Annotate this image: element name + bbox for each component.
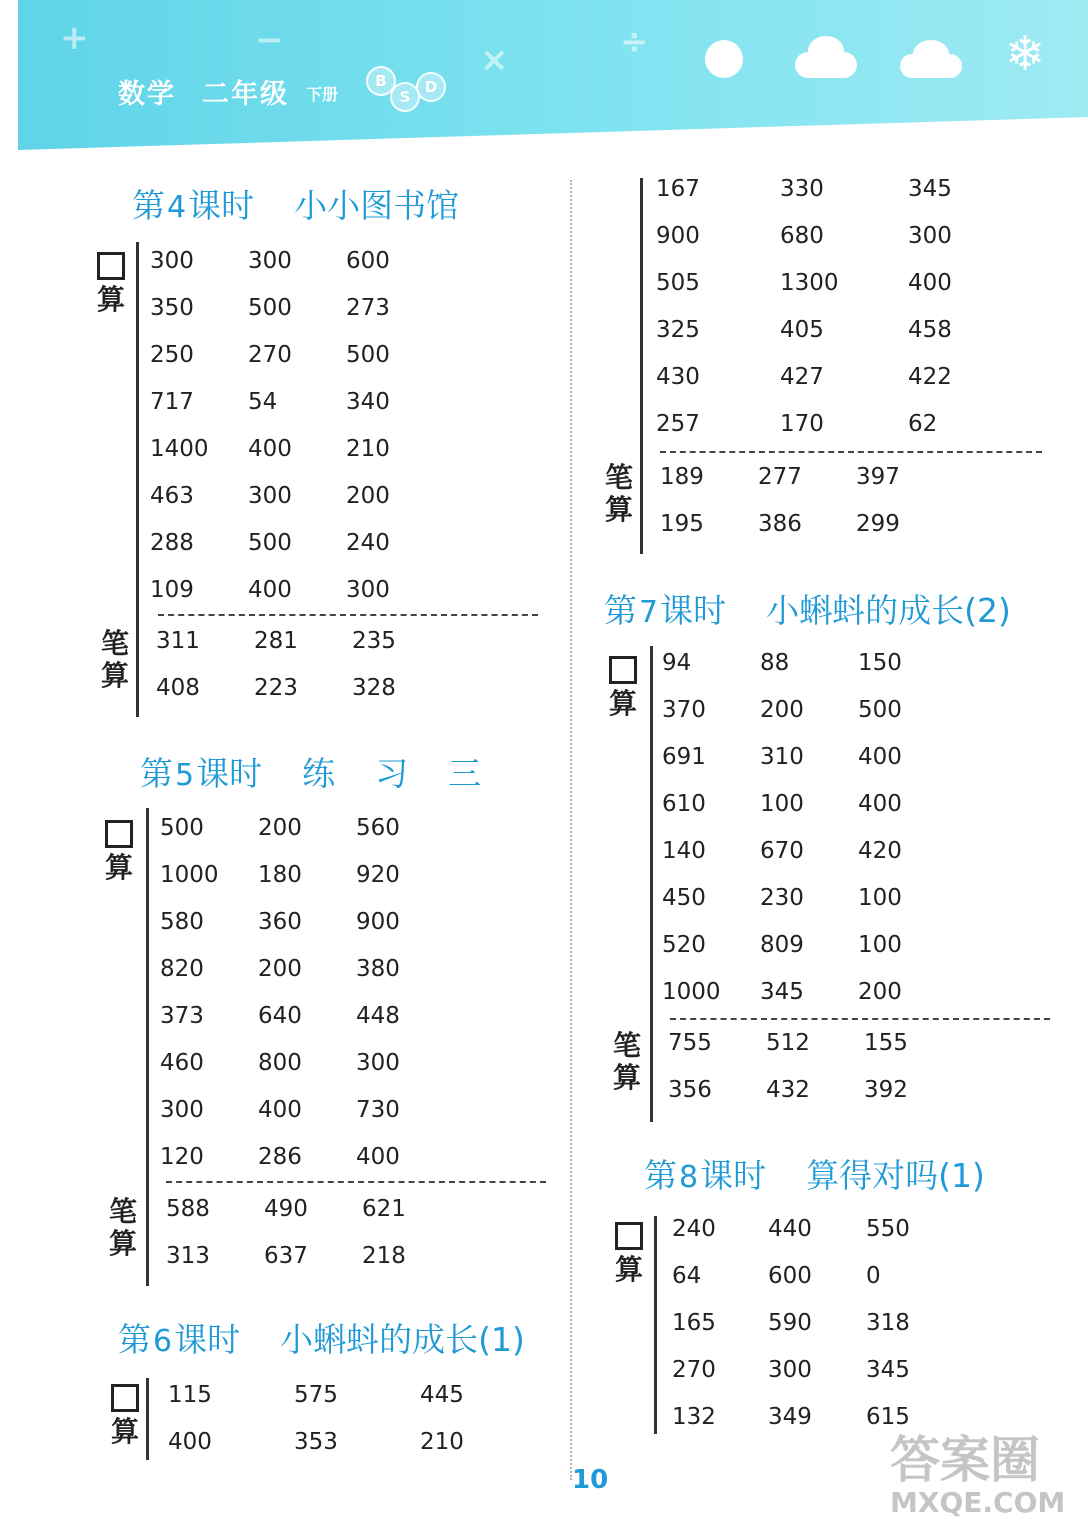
answer-value: 405 xyxy=(780,317,824,343)
answer-value: 310 xyxy=(760,744,804,770)
answer-value: 373 xyxy=(160,1003,204,1029)
answer-value: 400 xyxy=(908,270,952,296)
answer-value: 500 xyxy=(160,815,204,841)
answer-value: 356 xyxy=(668,1077,712,1103)
written-label: 笔算 xyxy=(604,461,633,526)
minus-deco-icon: − xyxy=(255,20,284,60)
answer-value: 286 xyxy=(258,1144,302,1170)
answer-value: 637 xyxy=(264,1243,308,1269)
answer-value: 670 xyxy=(760,838,804,864)
lesson-7-heading: 第7课时 小蝌蚪的成长(2) xyxy=(604,591,1011,630)
lesson-6-heading: 第6课时 小蝌蚪的成长(1) xyxy=(118,1320,525,1359)
subject-label: 数学 xyxy=(118,79,176,110)
answer-value: 235 xyxy=(352,628,396,654)
sun-icon xyxy=(705,40,743,78)
answer-value: 94 xyxy=(662,650,692,676)
answer-value: 345 xyxy=(760,979,804,1005)
lesson-5-heading: 第5课时 练习三 xyxy=(140,754,522,793)
answer-value: 200 xyxy=(258,815,302,841)
answer-value: 1300 xyxy=(780,270,839,296)
answer-value: 328 xyxy=(352,675,396,701)
answer-value: 386 xyxy=(758,511,802,537)
answer-value: 691 xyxy=(662,744,706,770)
answer-value: 392 xyxy=(864,1077,908,1103)
oral-label: 算 xyxy=(612,1222,646,1286)
answer-value: 490 xyxy=(264,1196,308,1222)
section-dash-divider xyxy=(166,1181,546,1183)
divide-deco-icon: ÷ xyxy=(620,22,649,62)
answer-value: 900 xyxy=(356,909,400,935)
lesson-4-heading: 第4课时 小小图书馆 xyxy=(132,186,460,225)
answer-value: 349 xyxy=(768,1404,812,1430)
answer-value: 755 xyxy=(668,1030,712,1056)
answer-value: 165 xyxy=(672,1310,716,1336)
answer-value: 115 xyxy=(168,1382,212,1408)
answer-value: 400 xyxy=(858,744,902,770)
answer-value: 120 xyxy=(160,1144,204,1170)
answer-value: 195 xyxy=(660,511,704,537)
times-deco-icon: × xyxy=(480,40,509,80)
snowflake-icon: ❄ xyxy=(1005,26,1046,82)
box-icon xyxy=(615,1222,643,1250)
answer-value: 300 xyxy=(356,1050,400,1076)
answer-value: 300 xyxy=(248,483,292,509)
answer-value: 900 xyxy=(656,223,700,249)
answer-value: 64 xyxy=(672,1263,702,1289)
answer-value: 345 xyxy=(866,1357,910,1383)
answer-value: 560 xyxy=(356,815,400,841)
answer-value: 180 xyxy=(258,862,302,888)
answer-value: 1000 xyxy=(662,979,721,1005)
answer-value: 590 xyxy=(768,1310,812,1336)
answer-value: 210 xyxy=(346,436,390,462)
logo-letter-s: S xyxy=(390,82,420,112)
answer-value: 210 xyxy=(420,1429,464,1455)
answer-value: 430 xyxy=(656,364,700,390)
oral-label: 算 xyxy=(606,656,640,720)
lesson-6-continued-bracket xyxy=(640,178,643,554)
answer-value: 717 xyxy=(150,389,194,415)
answer-value: 318 xyxy=(866,1310,910,1336)
answer-value: 218 xyxy=(362,1243,406,1269)
answer-value: 311 xyxy=(156,628,200,654)
written-label: 笔算 xyxy=(108,1195,137,1260)
answer-value: 432 xyxy=(766,1077,810,1103)
answer-value: 580 xyxy=(160,909,204,935)
answer-value: 505 xyxy=(656,270,700,296)
answer-value: 400 xyxy=(858,791,902,817)
answer-value: 600 xyxy=(346,248,390,274)
answer-value: 680 xyxy=(780,223,824,249)
answer-value: 350 xyxy=(150,295,194,321)
lesson-4-bracket xyxy=(136,242,139,717)
answer-value: 463 xyxy=(150,483,194,509)
answer-value: 200 xyxy=(858,979,902,1005)
answer-value: 353 xyxy=(294,1429,338,1455)
answer-value: 345 xyxy=(908,176,952,202)
answer-value: 100 xyxy=(858,885,902,911)
answer-value: 300 xyxy=(160,1097,204,1123)
answer-value: 140 xyxy=(662,838,706,864)
lesson-5-bracket xyxy=(146,808,149,1286)
section-dash-divider xyxy=(670,1018,1050,1020)
answer-value: 270 xyxy=(248,342,292,368)
answer-value: 200 xyxy=(760,697,804,723)
answer-value: 640 xyxy=(258,1003,302,1029)
answer-value: 520 xyxy=(662,932,706,958)
answer-value: 500 xyxy=(248,530,292,556)
answer-value: 150 xyxy=(858,650,902,676)
answer-value: 575 xyxy=(294,1382,338,1408)
watermark-url: MXQE.COM xyxy=(890,1486,1066,1519)
answer-value: 330 xyxy=(780,176,824,202)
lesson-7-bracket xyxy=(650,646,653,1122)
answer-value: 400 xyxy=(248,436,292,462)
answer-value: 397 xyxy=(856,464,900,490)
grade-label: 二年级 xyxy=(202,79,289,110)
answer-value: 427 xyxy=(780,364,824,390)
answer-value: 200 xyxy=(346,483,390,509)
answer-value: 370 xyxy=(662,697,706,723)
box-icon xyxy=(105,820,133,848)
answer-value: 408 xyxy=(156,675,200,701)
answer-value: 300 xyxy=(908,223,952,249)
section-dash-divider xyxy=(158,614,538,616)
answer-value: 223 xyxy=(254,675,298,701)
logo-letter-d: D xyxy=(416,72,446,102)
answer-value: 299 xyxy=(856,511,900,537)
answer-value: 400 xyxy=(248,577,292,603)
answer-value: 1400 xyxy=(150,436,209,462)
answer-value: 62 xyxy=(908,411,938,437)
answer-value: 300 xyxy=(248,248,292,274)
oral-label: 算 xyxy=(108,1384,142,1448)
answer-value: 273 xyxy=(346,295,390,321)
answer-value: 300 xyxy=(346,577,390,603)
answer-value: 250 xyxy=(150,342,194,368)
answer-value: 621 xyxy=(362,1196,406,1222)
lesson-6-bracket xyxy=(146,1378,149,1460)
volume-label: 下册 xyxy=(306,85,339,104)
answer-value: 550 xyxy=(866,1216,910,1242)
answer-value: 257 xyxy=(656,411,700,437)
answer-value: 288 xyxy=(150,530,194,556)
answer-value: 88 xyxy=(760,650,790,676)
answer-value: 920 xyxy=(356,862,400,888)
answer-value: 500 xyxy=(346,342,390,368)
answer-value: 400 xyxy=(168,1429,212,1455)
written-label: 笔算 xyxy=(100,627,129,692)
answer-value: 230 xyxy=(760,885,804,911)
answer-value: 500 xyxy=(248,295,292,321)
answer-value: 610 xyxy=(662,791,706,817)
answer-value: 422 xyxy=(908,364,952,390)
answer-value: 200 xyxy=(258,956,302,982)
answer-value: 360 xyxy=(258,909,302,935)
answer-value: 0 xyxy=(866,1263,881,1289)
answer-value: 300 xyxy=(150,248,194,274)
answer-value: 380 xyxy=(356,956,400,982)
answer-value: 189 xyxy=(660,464,704,490)
box-icon xyxy=(609,656,637,684)
section-dash-divider xyxy=(660,451,1042,453)
watermark-logo: 答案圈 xyxy=(890,1431,1040,1489)
plus-deco-icon: + xyxy=(60,18,89,58)
answer-value: 313 xyxy=(166,1243,210,1269)
answer-value: 132 xyxy=(672,1404,716,1430)
box-icon xyxy=(111,1384,139,1412)
answer-value: 809 xyxy=(760,932,804,958)
lesson-8-bracket xyxy=(654,1216,657,1434)
answer-value: 340 xyxy=(346,389,390,415)
oral-label: 算 xyxy=(94,252,128,316)
answer-value: 300 xyxy=(768,1357,812,1383)
answer-value: 588 xyxy=(166,1196,210,1222)
answer-value: 512 xyxy=(766,1030,810,1056)
answer-value: 420 xyxy=(858,838,902,864)
answer-value: 100 xyxy=(760,791,804,817)
answer-value: 460 xyxy=(160,1050,204,1076)
answer-value: 270 xyxy=(672,1357,716,1383)
answer-value: 400 xyxy=(356,1144,400,1170)
answer-value: 109 xyxy=(150,577,194,603)
box-icon xyxy=(97,252,125,280)
answer-value: 445 xyxy=(420,1382,464,1408)
oral-label: 算 xyxy=(102,820,136,884)
answer-value: 277 xyxy=(758,464,802,490)
answer-value: 500 xyxy=(858,697,902,723)
page-number: 10 xyxy=(572,1465,609,1495)
logo-letter-b: B xyxy=(366,66,396,96)
answer-value: 155 xyxy=(864,1030,908,1056)
answer-value: 730 xyxy=(356,1097,400,1123)
answer-value: 600 xyxy=(768,1263,812,1289)
answer-value: 281 xyxy=(254,628,298,654)
lesson-8-heading: 第8课时 算得对吗(1) xyxy=(644,1156,985,1195)
answer-value: 325 xyxy=(656,317,700,343)
answer-value: 1000 xyxy=(160,862,219,888)
answer-value: 615 xyxy=(866,1404,910,1430)
answer-value: 800 xyxy=(258,1050,302,1076)
answer-value: 54 xyxy=(248,389,278,415)
answer-value: 450 xyxy=(662,885,706,911)
answer-value: 100 xyxy=(858,932,902,958)
answer-value: 170 xyxy=(780,411,824,437)
answer-value: 240 xyxy=(346,530,390,556)
column-divider xyxy=(570,180,572,1480)
answer-value: 167 xyxy=(656,176,700,202)
answer-value: 458 xyxy=(908,317,952,343)
answer-value: 240 xyxy=(672,1216,716,1242)
answer-value: 448 xyxy=(356,1003,400,1029)
answer-value: 820 xyxy=(160,956,204,982)
written-label: 笔算 xyxy=(612,1029,641,1094)
answer-value: 400 xyxy=(258,1097,302,1123)
answer-value: 440 xyxy=(768,1216,812,1242)
